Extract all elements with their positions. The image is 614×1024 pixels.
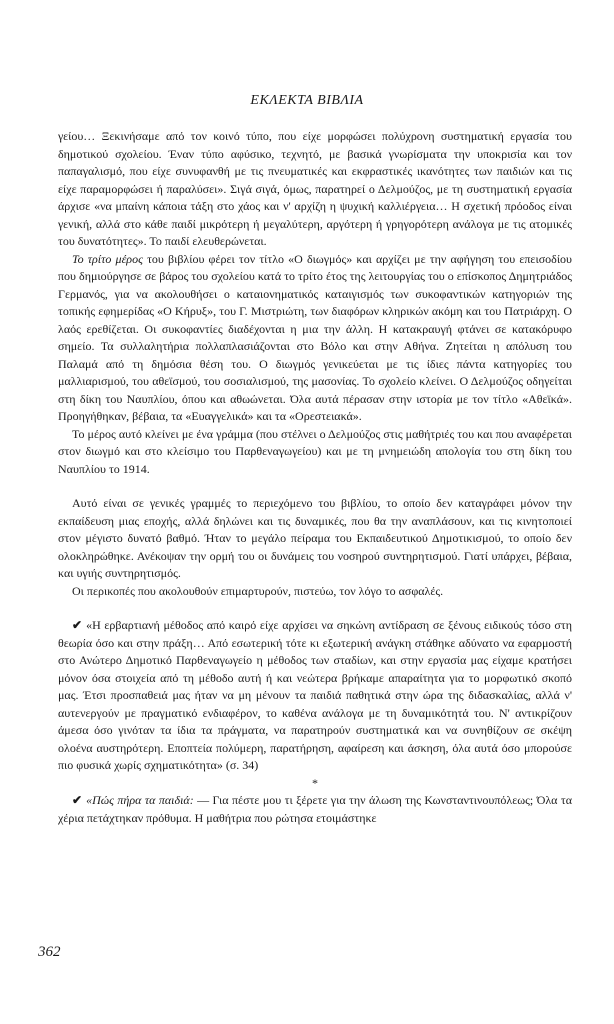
quote-2-text: — Για πέστε μου τι ξέρετε για την άλωση της Κωνσταντινουπόλεως; Όλα τα χέρια πετάχτηκαν πρόθυμα. Η μαθήτρια που ρώτησα ετοιμάστηκε — [58, 793, 572, 825]
body-text — [58, 128, 572, 827]
quote-2 — [58, 792, 572, 827]
section-gap — [58, 478, 572, 495]
section-gap — [58, 600, 572, 617]
running-header: ΕΚΛΕΚΤΑ ΒΙΒΛΙΑ — [250, 93, 364, 108]
paragraph-4: Αυτό είναι σε γενικές γραμμές το περιεχόμενο του βιβλίου, το οποίο δεν καταγράφει μόνον την εκπαίδευση μιας εποχής, αλλά δηλώνει και τις δυναμικές, που θα την αναπλάσουν, και τις κινητοποιεί στον μέγιστο δυνατό βαθμό. Ήταν το μεγάλο πείραμα του Εκπαιδευτικού Δημοτικισμού, το οποίο δεν ολοκληρώθηκε. Ανέκοψαν την ορμή του οι δυνάμεις του νοσηρού συντηρητισμού. Γιατί υπάρχει, βέβαια, και υγιής συντηρητισμός. — [58, 496, 572, 580]
paragraph-2-italic-lead: Το τρίτο μέρος — [72, 251, 143, 266]
paragraph-2-text: του βιβλίου φέρει τον τίτλο «Ο διωγμός» και αρχίζει με την αφήγηση του επεισοδίου που δημιούργησε σε βάρος του σχολείου κατά το τρίτο έτος της λειτουργίας του ο επίσκοπος Δημητριάδος Γερμανός, για να ακολουθήσει ο καταιονηματικός καταιγισμός των συκοφαντικών κατηγοριών της τοπικής εφημερίδας «Ο Κήρυξ», του Γ. Μιστριώτη, των διαφόρων κληρικών ακόμη και του Πατριάρχη. Ο λαός ερεθίζεται. Οι συκοφαντίες διαδέχονται η μια την άλλη. Η κατακραυγή φτάνει σε κατακόρυφο σημείο. Τα συλλαλητήρια πολλαπλασιάζονται στο Βόλο και στην Αθήνα. Ζητείται η απόλυση του Παλαμά από τη δημόσια θέση του. Ο διωγμός γενικεύεται με τις ίδιες πάντα κατηγορίες του μαλλιαρισμού, του αθεϊσμού, του σοσιαλισμού, της μασονίας. Το σχολείο κλείνει. Ο Δελμούζος οδηγείται στη δίκη του Ναυπλίου, όπου και αθωώνεται. Όλα αυτά πέρασαν στην ιστορία με τον τίτλο «Αθεϊκά». Προηγήθηκαν, βέβαια, τα «Ευαγγελικά» και τα «Ορεστειακά». — [58, 251, 572, 423]
separator-star: * — [312, 775, 318, 790]
quote-1-text: «Η ερβαρτιανή μέθοδος από καιρό είχε αρχίσει να σηκώνη αντίδραση σε ξένους ειδικούς τόσο στη θεωρία όσο και στην πράξη… Από εσωτερική τότε κι εξωτερική ανάγκη στάθηκε αδύνατο να εφαρμοστή στο Ανώτερο Δημοτικό Παρθεναγωγείο η μέθοδος των σταδίων, και στην εργασία μας είχαμε κρατήσει μόνον όσα στοιχεία από τη μέθοδο αυτή ή και νεώτερα βρήκαμε απαραίτητα για το μορφωτικό σκοπό μας. Έτσι προσπαθειά μας ήταν να μη μένουν τα παιδιά παθητικά στην ώρα της διδασκαλίας, αλλά ν' αυτενεργούν με πραγματικό ενδιαφέρον, το καθένα ανάλογα με τη δυναμικότητά του. Ν' αντικρίζουν άμεσα όσο γινόταν τα ίδια τα πράγματα, να παρατηρούν συστηματικά και να συνηθίζουν σε σκέψη ολοένα αυστηρότερη. Εποπτεία πολύμερη, παρατήρηση, αφαίρεση και άσκηση, όλα αυτά όσο μπορούσε πιο φυσικά χωρίς σχηματικότητα» (σ. 34) — [58, 618, 572, 772]
quote-1 — [58, 617, 572, 775]
paragraph-2 — [58, 251, 572, 426]
quote-2-italic-lead: «Πώς πήρα τα παιδιά: — [86, 793, 194, 807]
paragraph-5: Οι περικοπές που ακολουθούν επιμαρτυρούν, πιστεύω, τον λόγο το ασφαλές. — [72, 583, 444, 598]
checkmark-icon: ✔ — [72, 793, 83, 807]
checkmark-icon: ✔ — [72, 618, 83, 632]
paragraph-3: Το μέρος αυτό κλείνει με ένα γράμμα (που στέλνει ο Δελμούζος στις μαθήτριές του και που αναφέρεται στον διωγμό και στο κλείσιμο του Παρθεναγωγείου) και με τη μνημειώδη απολογία του στη δίκη του Ναυπλίου το 1914. — [58, 426, 572, 476]
paragraph-1: γείου… Ξεκινήσαμε από τον κοινό τύπο, που είχε μορφώσει πολύχρονη συστηματική εργασία του δημοτικού σχολείου. Έναν τύπο αφύσικο, τεχνητό, με βασικά γνωρίσματα την υποκρισία και τον παπαγαλισμό, που είχε συνυφανθή με τις πνευματικές και εκφραστικές ικανότητες των παιδιών και τις είχε παραμορφώσει ή παραλύσει». Σιγά σιγά, όμως, παρατηρεί ο Δελμούζος, με τη συστηματική εργασία άρχισε «να μπαίνη κάποια τάξη στο χάος και ν' αρχίζη η ψυχική καλλιέργεια… Η σχετική πρόοδος είναι γενική, αλλά στο κάθε παιδί μικρότερη ή μεγαλύτερη, αργότερη ή γρηγορότερη ανάλογα με τις ατομικές του δυνατότητες». Το παιδί ελευθερώνεται. — [58, 129, 572, 248]
page-number: 362 — [38, 944, 61, 960]
